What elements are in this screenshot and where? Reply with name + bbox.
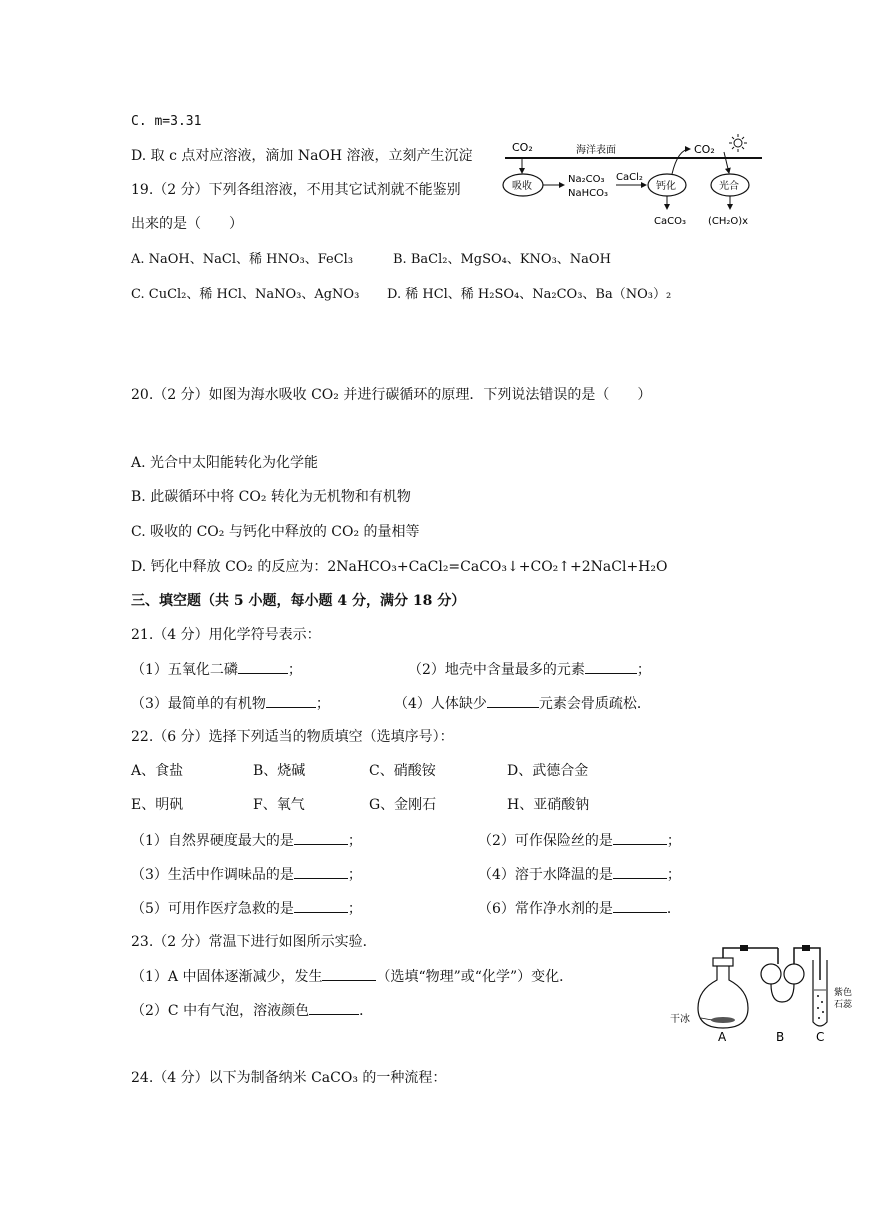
q22-part5 <box>131 898 362 919</box>
semicolon: ； <box>347 833 362 849</box>
q22-choice-b: B、烧碱 <box>253 763 306 779</box>
q24-stem: 24.（4 分）以下为制备纳米 CaCO₃ 的一种流程： <box>131 1070 447 1086</box>
answer-blank[interactable] <box>294 830 348 845</box>
semicolon: ； <box>315 696 330 712</box>
q22-part3 <box>131 864 362 885</box>
answer-blank[interactable] <box>487 693 539 708</box>
answer-blank[interactable] <box>266 693 316 708</box>
rubber-joint <box>740 945 748 951</box>
semicolon: ； <box>666 867 681 883</box>
q22-part3-label: （3）生活中作调味品的是 <box>131 867 294 883</box>
q20-option-b: B. 此碳循环中将 CO₂ 转化为无机物和有机物 <box>131 489 411 505</box>
dry-ice-pointer <box>701 1018 712 1020</box>
answer-blank[interactable] <box>613 830 667 845</box>
section-heading: 三、填空题（共 5 小题，每小题 4 分，满分 18 分） <box>131 593 466 609</box>
q22-part5-label: （5）可用作医疗急救的是 <box>131 901 294 917</box>
arrow-photosyn-down <box>724 152 729 173</box>
q22-choice-c: C、硝酸铵 <box>369 763 436 779</box>
absorb-label: 吸收 <box>512 181 532 192</box>
q21-part3 <box>131 693 330 714</box>
q21-part4 <box>394 693 651 714</box>
q22-part1-label: （1）自然界硬度最大的是 <box>131 833 294 849</box>
q19-option-c: C. CuCl₂、稀 HCl、NaNO₃、AgNO₃ <box>131 287 360 302</box>
q22-stem: 22.（6 分）选择下列适当的物质填空（选填序号）： <box>131 729 454 745</box>
q18-option-c: C. m=3.31 <box>131 114 202 129</box>
semicolon: ； <box>287 662 302 678</box>
answer-blank[interactable] <box>294 864 348 879</box>
sea-surface-label: 海洋表面 <box>576 145 616 156</box>
q22-part6 <box>478 898 681 919</box>
q23-part1-suffix: （选填“物理”或“化学”）变化． <box>376 969 574 985</box>
q21-part1 <box>131 659 302 680</box>
q19-stem-line1: 19.（2 分）下列各组溶液，不用其它试剂就不能鉴别 <box>131 182 461 198</box>
q23-stem: 23.（2 分）常温下进行如图所示实验． <box>131 934 377 950</box>
semicolon: ； <box>347 867 362 883</box>
answer-blank[interactable] <box>585 659 637 674</box>
q23-part1 <box>131 966 573 987</box>
u-tube-b <box>771 984 794 1002</box>
answer-blank[interactable] <box>322 966 376 981</box>
litmus-label-2: 石蕊 <box>834 1000 853 1010</box>
q22-choice-d: D、武德合金 <box>507 763 589 779</box>
label-c: C <box>816 1030 825 1044</box>
q22-choice-a: A、食盐 <box>131 763 184 779</box>
dry-ice-label: 干冰 <box>670 1014 690 1025</box>
q19-option-d: D. 稀 HCl、稀 H₂SO₄、Na₂CO₃、Ba（NO₃）₂ <box>387 287 672 302</box>
q22-part1 <box>131 830 362 851</box>
bulb-left <box>761 964 781 984</box>
label-a: A <box>718 1030 727 1044</box>
q20-option-c: C. 吸收的 CO₂ 与钙化中释放的 CO₂ 的量相等 <box>131 524 420 540</box>
q22-part2 <box>478 830 681 851</box>
q21-part4-suffix: 元素会骨质疏松． <box>538 696 651 712</box>
q20-option-a: A. 光合中太阳能转化为化学能 <box>131 455 319 471</box>
na2co3-label: Na₂CO₃ <box>568 174 605 185</box>
answer-blank[interactable] <box>309 1000 359 1015</box>
semicolon: ； <box>636 662 651 678</box>
litmus-label-1: 紫色 <box>834 988 853 998</box>
answer-blank[interactable] <box>294 898 348 913</box>
q23-part2-suffix: ． <box>359 1003 374 1019</box>
q22-choice-h: H、亚硝酸钠 <box>507 797 590 813</box>
q21-part2 <box>408 659 651 680</box>
q23-part2-label: （2）C 中有气泡，溶液颜色 <box>131 1003 310 1019</box>
delivery-tube-2 <box>794 948 820 980</box>
q21-stem: 21.（4 分）用化学符号表示： <box>131 627 321 643</box>
bulb-right <box>784 964 804 984</box>
q21-part2-label: （2）地壳中含量最多的元素 <box>408 662 585 678</box>
label-b: B <box>776 1030 785 1044</box>
cacl2-label: CaCl₂ <box>616 172 643 183</box>
apparatus-diagram <box>668 940 864 1044</box>
co2-left-label: CO₂ <box>512 141 533 154</box>
q19-option-a: A. NaOH、NaCl、稀 HNO₃、FeCl₃ <box>131 252 354 267</box>
q19-stem-line2: 出来的是（ ） <box>131 216 243 232</box>
dry-ice-solid <box>711 1017 735 1023</box>
calcify-label: 钙化 <box>656 181 676 192</box>
q22-part4-label: （4）溶于水降温的是 <box>478 867 613 883</box>
q23-part1-label: （1）A 中固体逐渐减少，发生 <box>131 969 323 985</box>
co2-right-label: CO₂ <box>694 143 715 156</box>
period: ． <box>666 901 681 917</box>
nahco3-label: NaHCO₃ <box>568 188 608 199</box>
answer-blank[interactable] <box>238 659 288 674</box>
q20-option-d: D. 钙化中释放 CO₂ 的反应为：2NaHCO₃+CaCl₂=CaCO₃↓+CO₂↑+2NaCl+H₂O <box>131 559 668 575</box>
q22-part2-label: （2）可作保险丝的是 <box>478 833 613 849</box>
sun-icon <box>729 134 747 152</box>
q20-stem: 20.（2 分）如图为海水吸收 CO₂ 并进行碳循环的原理．下列说法错误的是（ ） <box>131 387 652 403</box>
answer-blank[interactable] <box>613 898 667 913</box>
q22-choice-e: E、明矾 <box>131 797 184 813</box>
delivery-tube-1 <box>723 948 778 958</box>
photosyn-label: 光合 <box>719 181 739 192</box>
arrow-co2-release <box>672 149 690 174</box>
q22-part4 <box>478 864 681 885</box>
flask-stopper <box>713 958 733 966</box>
q21-part4-label: （4）人体缺少 <box>394 696 487 712</box>
semicolon: ； <box>347 901 362 917</box>
q22-choice-f: F、氧气 <box>253 797 305 813</box>
liquid-bubbles <box>814 990 826 1019</box>
ch2o-label: (CH₂O)x <box>708 216 749 227</box>
q21-part1-label: （1）五氧化二磷 <box>131 662 238 678</box>
q22-choice-g: G、金刚石 <box>369 797 437 813</box>
carbon-cycle-diagram <box>500 133 765 231</box>
q23-part2 <box>131 1000 373 1021</box>
caco3-label: CaCO₃ <box>654 216 686 227</box>
rubber-joint <box>802 945 810 951</box>
semicolon: ； <box>666 833 681 849</box>
q18-option-d: D. 取 c 点对应溶液，滴加 NaOH 溶液，立刻产生沉淀 <box>131 148 473 164</box>
q19-option-b: B. BaCl₂、MgSO₄、KNO₃、NaOH <box>393 252 611 267</box>
answer-blank[interactable] <box>613 864 667 879</box>
q22-part6-label: （6）常作净水剂的是 <box>478 901 613 917</box>
q21-part3-label: （3）最简单的有机物 <box>131 696 266 712</box>
